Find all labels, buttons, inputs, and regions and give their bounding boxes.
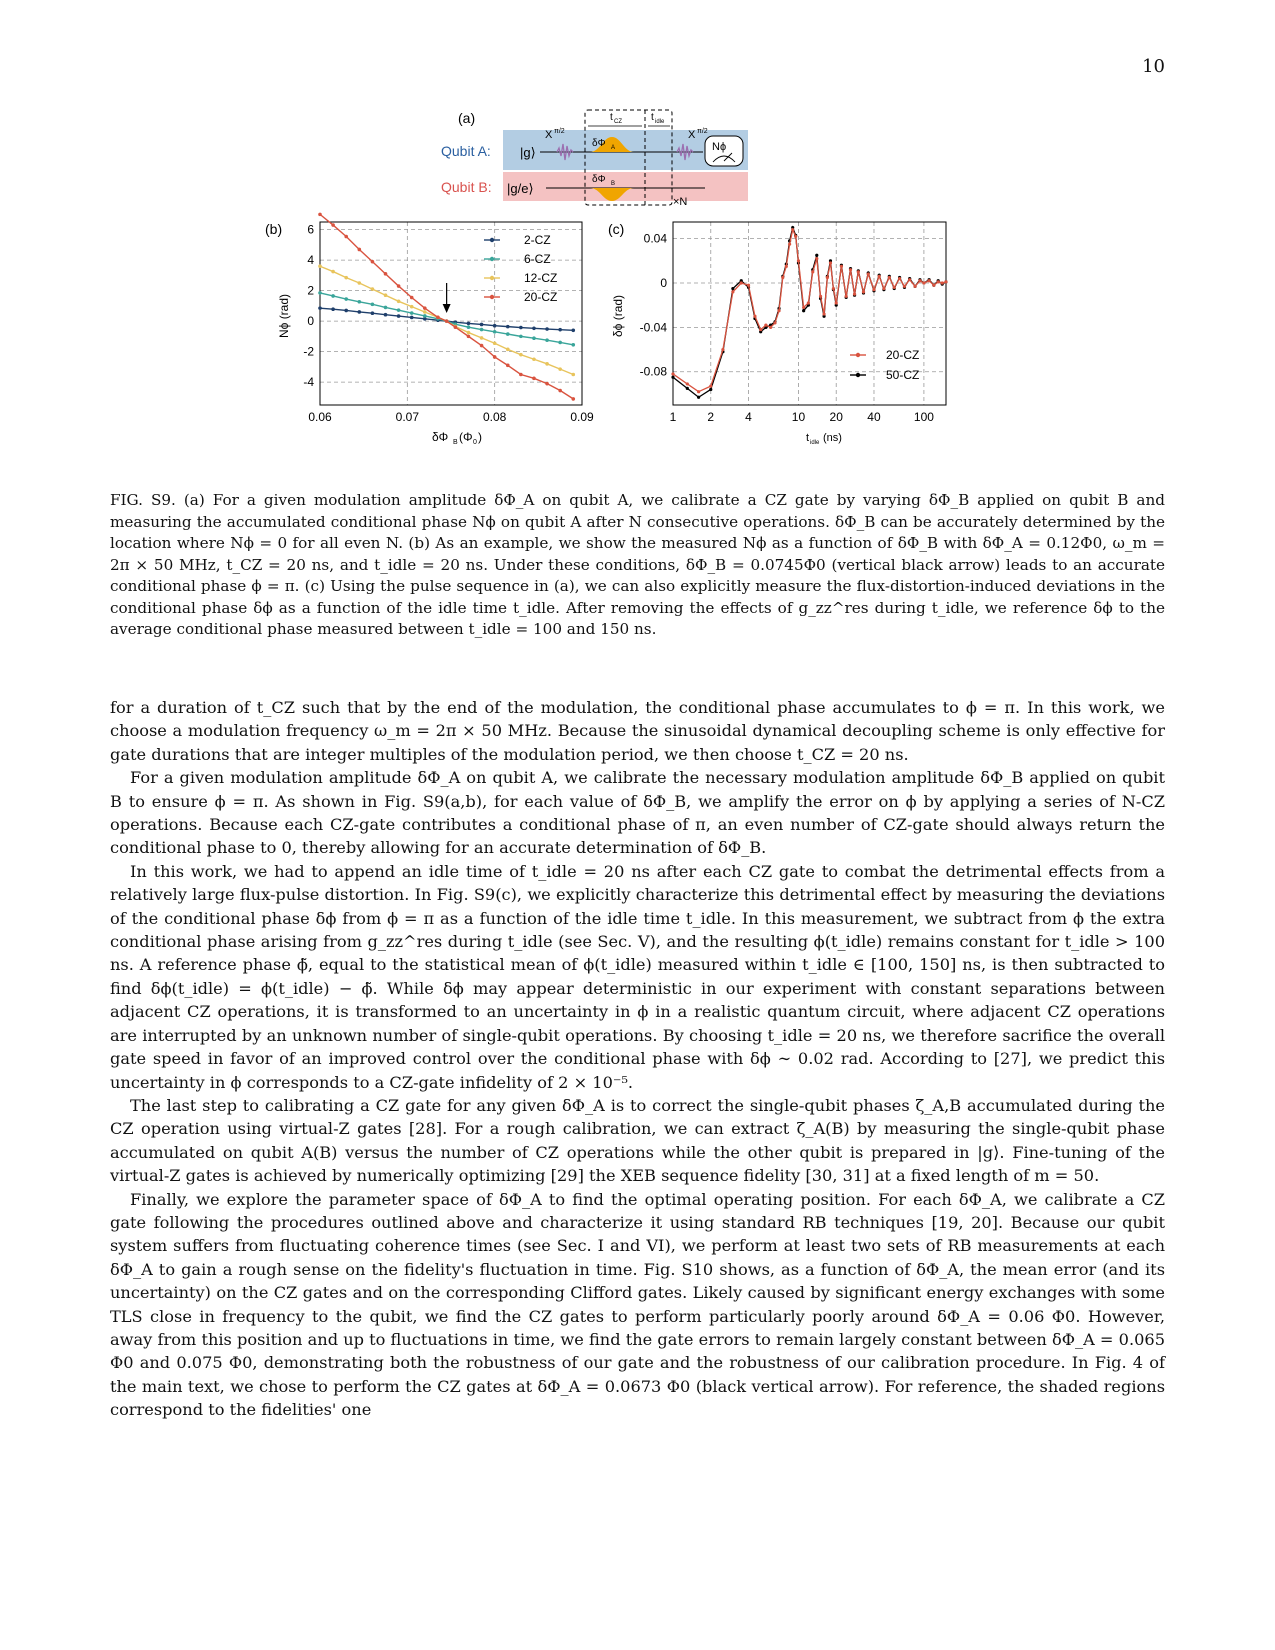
pulse-a-sub: π/2	[554, 128, 565, 135]
qubit-b-state: |g/e⟩	[507, 181, 534, 196]
y-tick-label: -0.08	[639, 364, 667, 379]
paragraph-5: Finally, we explore the parameter space of δΦ_A to find the optimal operating position. For each δΦ_A, we calibrate a CZ gate following the procedures outlined above and characterize it using standard RB techniques [19, 20]. Because our qubit system suffers from fluctuating coherence times (see Sec. I and VI), we perform at least two sets of RB measurements at each δΦ_A to gain a rough sense on the fidelity's fluctuation in time. Fig. S10 shows, as a function of δΦ_A, the mean error (and its uncertainty) on the CZ gates and on the corresponding Clifford gates. Likely caused by significant energy exchanges with some TLS close in frequency to the qubit, we find the CZ gates to perform particularly poorly around δΦ_A = 0.06 Φ0. However, away from this position and up to fluctuations in time, we find the gate errors to remain largely constant between δΦ_A = 0.065 Φ0 and 0.075 Φ0, demonstrating both the robustness of our gate and the robustness of our calibration procedure. In Fig. 4 of the main text, we chose to perform the CZ gates at δΦ_A = 0.0673 Φ0 (black vertical arrow). For reference, the shaded regions correspond to the fidelities' one	[110, 1189, 1165, 1420]
data-point-2-CZ	[384, 313, 388, 317]
x-tick-label: 10	[791, 410, 806, 424]
data-point-20-CZ	[436, 316, 440, 320]
pulse-b-sub: π/2	[697, 128, 708, 135]
data-point-20-CZ	[686, 382, 689, 385]
data-point-20-CZ	[872, 288, 875, 291]
data-point-20-CZ	[932, 284, 935, 287]
data-point-20-CZ	[840, 265, 843, 268]
t-idle-sub: idle	[655, 119, 665, 125]
data-point-20-CZ	[819, 295, 822, 298]
data-point-6-CZ	[558, 341, 562, 345]
data-point-12-CZ	[371, 287, 375, 291]
x-tick-label: 0.07	[395, 410, 420, 424]
data-point-2-CZ	[480, 323, 484, 327]
x-tick-label: 100	[913, 410, 934, 424]
legend-marker-6-CZ	[490, 257, 494, 261]
data-point-20-CZ	[944, 280, 947, 283]
legend-label-2-CZ: 2-CZ	[524, 233, 551, 247]
qubit-b-band	[503, 172, 748, 201]
data-point-20-CZ	[941, 281, 944, 284]
data-point-20-CZ	[740, 281, 743, 284]
legend-marker-20-CZ	[490, 295, 494, 299]
data-point-20-CZ	[903, 285, 906, 288]
data-point-20-CZ	[815, 257, 818, 260]
data-point-2-CZ	[358, 310, 362, 314]
data-point-20-CZ	[937, 280, 940, 283]
data-point-12-CZ	[358, 281, 362, 285]
qubit-a-label: Qubit A:	[441, 143, 491, 159]
panel-b-ylabel: Nϕ (rad)	[277, 293, 291, 339]
data-point-6-CZ	[384, 306, 388, 310]
x-tick-label: 0.09	[570, 410, 594, 424]
data-point-20-CZ	[791, 228, 794, 231]
y-tick-label: 0	[307, 314, 314, 329]
data-point-20-CZ	[545, 382, 549, 386]
data-point-12-CZ	[384, 293, 388, 297]
data-point-12-CZ	[519, 353, 523, 357]
figure-caption: FIG. S9. (a) For a given modulation amplitude δΦ_A on qubit A, we calibrate a CZ gate by varying δΦ_B applied on qubit B and measuring the accumulated conditional phase Nϕ on qubit A after N consecutive operations. δΦ_B can be accurately determined by the location where Nϕ = 0 for all even N. (b) As an example, we show the measured Nϕ as a function of δΦ_B with δΦ_A = 0.12Φ0, ω_m = 2π × 50 MHz, t_CZ = 20 ns, and t_idle = 20 ns. Under these conditions, δΦ_B = 0.0745Φ0 (vertical black arrow) leads to an accurate conditional phase ϕ = π. (c) Using the pulse sequence in (a), we can also explicitly measure the flux-distortion-induced deviations in the conditional phase δϕ as a function of the idle time t_idle. After removing the effects of g_zz^res during t_idle, we reference δϕ to the average conditional phase measured between t_idle = 100 and 150 ns.	[110, 491, 1165, 638]
data-point-20-CZ	[384, 272, 388, 276]
x-tick-label: 1	[669, 410, 677, 424]
data-point-20-CZ	[671, 372, 674, 375]
data-point-20-CZ	[811, 270, 814, 273]
panel-c-chart	[608, 221, 948, 446]
panel-b-xlabel: δΦ	[432, 430, 449, 444]
data-point-20-CZ	[480, 344, 484, 348]
body-text	[110, 696, 1165, 1422]
data-point-6-CZ	[410, 311, 414, 315]
panel-b-xlabel-unit: (Φ	[459, 430, 473, 444]
legend-marker-2-CZ	[490, 238, 494, 242]
panel-a-pulse-sequence	[441, 110, 748, 208]
data-point-2-CZ	[532, 326, 536, 330]
data-point-2-CZ	[545, 327, 549, 331]
data-point-50-CZ	[686, 387, 689, 390]
t-cz-sub: CZ	[614, 119, 622, 125]
data-point-6-CZ	[480, 328, 484, 332]
y-tick-label: -2	[303, 344, 314, 359]
data-point-2-CZ	[344, 309, 348, 313]
data-point-20-CZ	[794, 235, 797, 238]
data-point-2-CZ	[410, 316, 414, 320]
data-point-20-CZ	[371, 260, 375, 264]
legend-label-20-CZ: 20-CZ	[886, 348, 920, 362]
t-idle-text: t	[651, 112, 654, 123]
data-point-20-CZ	[928, 279, 931, 282]
data-point-12-CZ	[571, 373, 575, 377]
data-point-20-CZ	[922, 281, 925, 284]
data-point-2-CZ	[371, 311, 375, 315]
pulse-a-text: X	[545, 129, 553, 141]
data-point-2-CZ	[467, 322, 471, 326]
data-point-20-CZ	[344, 235, 348, 239]
data-point-12-CZ	[493, 341, 497, 345]
data-point-20-CZ	[445, 319, 449, 323]
mod-a-sub: A	[611, 145, 616, 151]
page-number: 10	[1142, 56, 1165, 77]
data-point-2-CZ	[506, 325, 510, 329]
data-point-12-CZ	[344, 276, 348, 280]
data-point-50-CZ	[815, 254, 818, 257]
data-point-20-CZ	[822, 312, 825, 315]
data-point-20-CZ	[807, 301, 810, 304]
paragraph-3: In this work, we had to append an idle time of t_idle = 20 ns after each CZ gate to combat the detrimental effects from a relatively large flux-pulse distortion. In Fig. S9(c), we explicitly characterize this detrimental effect by measuring the deviations of the conditional phase δϕ from ϕ = π as a function of the idle time t_idle. In this measurement, we subtract from ϕ the extra conditional phase arising from g_zz^res during t_idle (see Sec. V), and the resulting ϕ(t_idle) remains constant for t_idle > 100 ns. A reference phase ϕ̃, equal to the statistical mean of ϕ(t_idle) measured within t_idle ∈ [100, 150] ns, is then subtracted to find δϕ(t_idle) = ϕ(t_idle) − ϕ̃. While δϕ may appear deterministic in our experiment with constant separations between adjacent CZ operations, it is transformed to an uncertainty in ϕ in a realistic quantum circuit, where adjacent CZ operations are interrupted by an unknown number of single-qubit operations. By choosing t_idle = 20 ns, we therefore sacrifice the overall gate speed in favor of an improved control over the conditional phase with δϕ ∼ 0.02 rad. According to [27], we predict this uncertainty in ϕ corresponds to a CZ-gate infidelity of 2 × 10⁻⁵.	[110, 861, 1165, 1092]
data-point-6-CZ	[519, 335, 523, 339]
data-point-50-CZ	[671, 376, 674, 379]
panel-b-xlabel-unit-sub: 0	[473, 439, 477, 446]
panel-c-xlabel: t	[806, 432, 810, 444]
panel-c-label: (c)	[608, 221, 625, 237]
data-point-20-CZ	[759, 328, 762, 331]
t-cz-text: t	[610, 112, 613, 123]
data-point-20-CZ	[777, 309, 780, 312]
data-point-20-CZ	[709, 385, 712, 388]
data-point-20-CZ	[826, 276, 829, 279]
repeat-label: ×N	[673, 196, 688, 208]
data-point-20-CZ	[532, 377, 536, 381]
data-point-20-CZ	[506, 364, 510, 368]
panel-b-xlabel-sub: B	[453, 439, 458, 446]
panel-a-label: (a)	[458, 110, 476, 126]
measure-label: Nϕ	[712, 141, 727, 153]
panel-c-xlabel-sub: idle	[810, 440, 820, 446]
y-tick-label: -4	[303, 375, 314, 390]
data-point-6-CZ	[571, 343, 575, 347]
data-point-2-CZ	[397, 314, 401, 318]
data-point-20-CZ	[571, 397, 575, 401]
mod-b-text: δΦ	[592, 174, 606, 185]
panel-b-xlabel-unit-end: )	[478, 430, 482, 444]
y-tick-label: 4	[307, 253, 314, 268]
data-point-20-CZ	[753, 315, 756, 318]
data-point-12-CZ	[423, 310, 427, 314]
legend-label-20-CZ: 20-CZ	[524, 290, 558, 304]
x-tick-label: 20	[829, 410, 843, 424]
data-point-20-CZ	[318, 213, 322, 217]
y-tick-label: 6	[307, 222, 314, 237]
data-point-20-CZ	[397, 284, 401, 288]
data-point-20-CZ	[849, 268, 852, 271]
mod-b-sub: B	[611, 181, 616, 187]
data-point-20-CZ	[467, 335, 471, 339]
data-point-6-CZ	[493, 330, 497, 334]
data-point-12-CZ	[410, 305, 414, 309]
data-point-50-CZ	[709, 388, 712, 391]
data-point-20-CZ	[721, 348, 724, 351]
paragraph-4: The last step to calibrating a CZ gate for any given δΦ_A is to correct the single-qubit phases ζ_A,B accumulated during the CZ operation using virtual-Z gates [28]. For a rough calibration, we can extract ζ_A(B) by measuring the single-qubit phase accumulated on qubit A(B) versus the number of CZ operations while the other qubit is prepared in |g⟩. Fine-tuning of the virtual-Z gates is achieved by numerically optimizing [29] the XEB sequence fidelity [30, 31] at a fixed length of m = 50.	[110, 1095, 1165, 1186]
panel-b-label: (b)	[265, 221, 283, 237]
data-point-20-CZ	[410, 296, 414, 300]
panel-c-ylabel: δϕ (rad)	[611, 294, 625, 338]
data-point-12-CZ	[506, 348, 510, 352]
data-point-20-CZ	[454, 325, 458, 329]
data-point-20-CZ	[835, 301, 838, 304]
legend-marker-12-CZ	[490, 276, 494, 280]
pulse-b-text: X	[688, 129, 696, 141]
data-point-20-CZ	[845, 295, 848, 298]
data-point-20-CZ	[769, 326, 772, 329]
data-point-20-CZ	[882, 287, 885, 290]
data-point-20-CZ	[773, 321, 776, 324]
data-point-20-CZ	[888, 276, 891, 279]
data-point-20-CZ	[764, 324, 767, 327]
data-point-12-CZ	[545, 362, 549, 366]
data-point-20-CZ	[797, 259, 800, 262]
data-point-12-CZ	[318, 264, 322, 268]
legend-label-50-CZ: 50-CZ	[886, 368, 920, 382]
qubit-a-state: |g⟩	[520, 145, 536, 160]
panel-b-arrow	[443, 283, 451, 313]
figure-s9	[0, 0, 1275, 470]
panel-b-chart	[265, 213, 594, 446]
paragraph-1: for a duration of t_CZ such that by the end of the modulation, the conditional phase accumulates to ϕ = π. In this work, we choose a modulation frequency ω_m = 2π × 50 MHz. Because the sinusoidal dynamical decoupling scheme is only effective for gate durations that are integer multiples of the modulation period, we then choose t_CZ = 20 ns.	[110, 698, 1165, 764]
mod-a-text: δΦ	[592, 138, 606, 149]
data-point-50-CZ	[802, 309, 805, 312]
data-point-2-CZ	[331, 307, 335, 311]
panel-c-xlabel-unit: (ns)	[823, 432, 842, 444]
y-tick-label: -0.04	[639, 320, 667, 335]
data-point-50-CZ	[731, 287, 734, 290]
data-point-20-CZ	[731, 290, 734, 293]
data-point-20-CZ	[358, 248, 362, 252]
data-point-12-CZ	[532, 357, 536, 361]
qubit-b-label: Qubit B:	[441, 179, 492, 195]
data-point-20-CZ	[697, 390, 700, 393]
data-point-20-CZ	[898, 277, 901, 280]
data-point-20-CZ	[331, 223, 335, 227]
data-point-20-CZ	[862, 290, 865, 293]
data-point-12-CZ	[397, 300, 401, 304]
data-point-6-CZ	[371, 303, 375, 307]
data-point-20-CZ	[857, 270, 860, 273]
data-point-20-CZ	[493, 355, 497, 359]
data-point-2-CZ	[519, 326, 523, 330]
data-point-20-CZ	[558, 389, 562, 393]
x-tick-label: 2	[707, 410, 715, 424]
data-point-6-CZ	[506, 332, 510, 336]
data-point-20-CZ	[853, 292, 856, 295]
data-point-20-CZ	[829, 261, 832, 264]
data-point-6-CZ	[397, 308, 401, 312]
data-point-6-CZ	[467, 325, 471, 329]
y-tick-label: 2	[307, 283, 314, 298]
y-tick-label: 0.04	[643, 231, 667, 246]
data-point-20-CZ	[781, 276, 784, 279]
data-point-20-CZ	[785, 265, 788, 268]
data-point-20-CZ	[867, 273, 870, 276]
data-point-2-CZ	[493, 324, 497, 328]
data-point-6-CZ	[545, 338, 549, 342]
panel-c-legend	[850, 348, 919, 382]
data-point-2-CZ	[571, 328, 575, 332]
data-point-6-CZ	[318, 291, 322, 295]
data-point-20-CZ	[423, 306, 427, 310]
data-point-12-CZ	[480, 336, 484, 340]
x-tick-label: 40	[867, 410, 881, 424]
x-tick-label: 0.06	[308, 410, 332, 424]
arrow-head	[443, 304, 451, 313]
data-point-20-CZ	[788, 243, 791, 246]
data-point-2-CZ	[318, 306, 322, 310]
data-point-12-CZ	[558, 367, 562, 371]
data-point-20-CZ	[878, 275, 881, 278]
data-point-6-CZ	[344, 297, 348, 301]
data-point-20-CZ	[747, 284, 750, 287]
data-point-20-CZ	[519, 373, 523, 377]
data-point-20-CZ	[893, 286, 896, 289]
data-point-6-CZ	[423, 314, 427, 318]
data-point-20-CZ	[918, 279, 921, 282]
legend-marker-50-CZ	[856, 373, 860, 377]
data-point-50-CZ	[697, 396, 700, 399]
y-tick-label: 0	[660, 276, 667, 290]
data-point-20-CZ	[908, 278, 911, 281]
data-point-6-CZ	[532, 336, 536, 340]
legend-label-12-CZ: 12-CZ	[524, 271, 558, 285]
data-point-20-CZ	[802, 306, 805, 309]
x-tick-label: 4	[745, 410, 752, 424]
data-point-20-CZ	[832, 287, 835, 290]
legend-label-6-CZ: 6-CZ	[524, 252, 551, 266]
legend-marker-20-CZ	[856, 353, 860, 357]
data-point-12-CZ	[331, 270, 335, 274]
paragraph-2: For a given modulation amplitude δΦ_A on qubit A, we calibrate the necessary modulation amplitude δΦ_B applied on qubit B to ensure ϕ = π. As shown in Fig. S9(a,b), for each value of δΦ_B, we amplify the error on ϕ by applying a series of N-CZ operations. Because each CZ-gate contributes a conditional phase of π, an even number of CZ-gate should always return the conditional phase to 0, thereby allowing for an accurate determination of δΦ_B.	[110, 768, 1165, 858]
data-point-6-CZ	[358, 300, 362, 304]
data-point-12-CZ	[467, 331, 471, 335]
data-point-6-CZ	[331, 294, 335, 298]
data-point-2-CZ	[558, 328, 562, 332]
data-point-20-CZ	[913, 285, 916, 288]
x-tick-label: 0.08	[482, 410, 507, 424]
